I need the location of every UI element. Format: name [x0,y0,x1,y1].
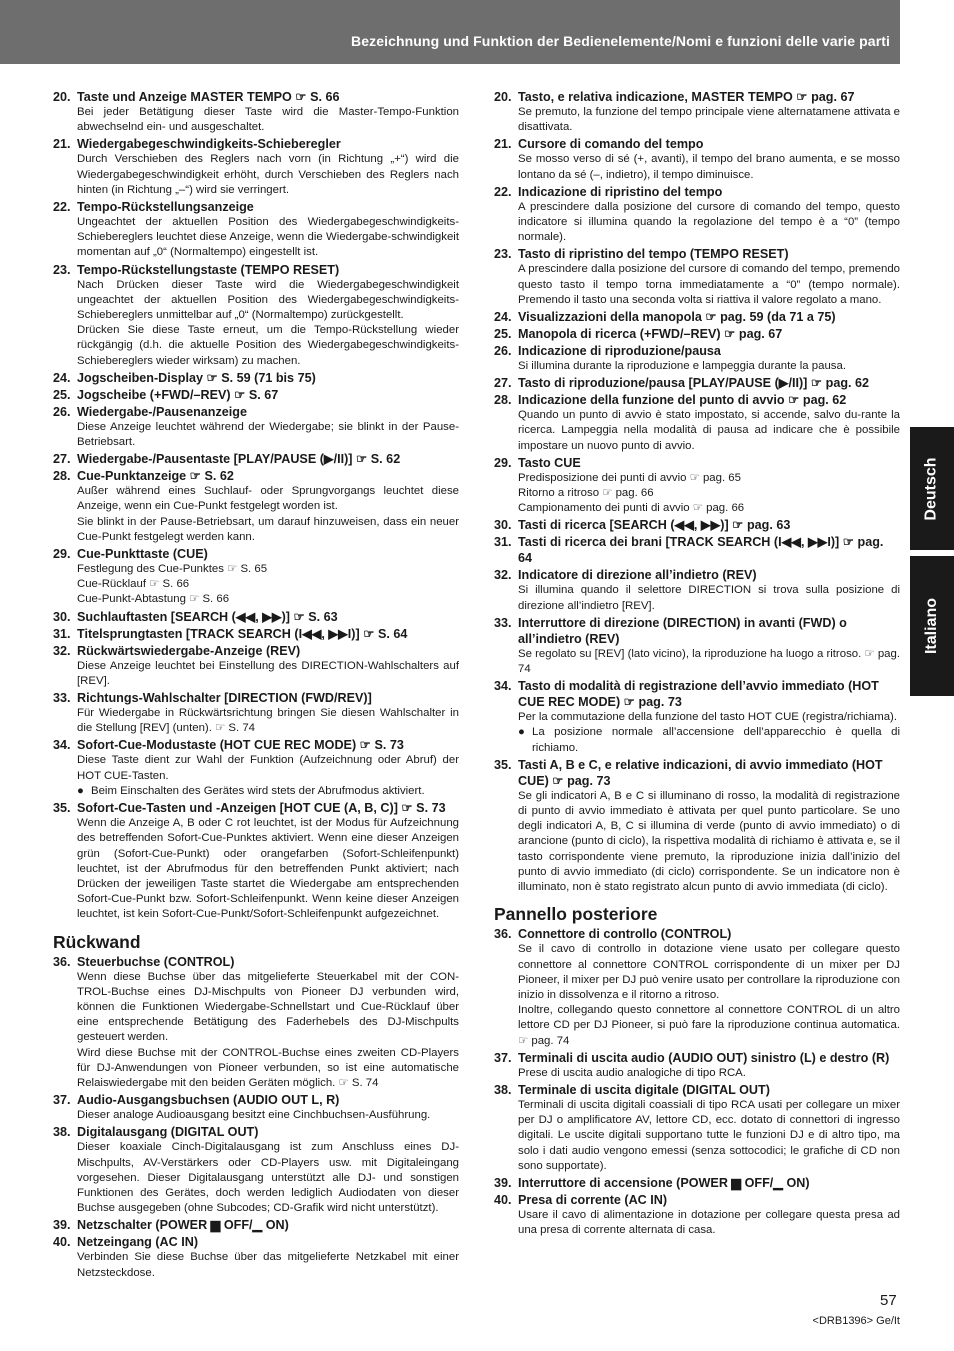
item-number: 39. [53,1218,71,1233]
list-item [53,89,459,135]
item-heading [53,690,459,706]
item-title: Jogscheibe (+FWD/–REV) ☞ S. 67 [77,387,279,402]
bullet-icon: ● [518,726,525,739]
item-paragraph: Diese Taste dient zur Wahl der Funktion (Aufzeichnung oder Abruf) der HOT CUE-Tasten. [77,754,459,782]
item-heading [53,1234,459,1250]
item-body [77,1250,459,1280]
item-body [518,1066,900,1081]
item-body [77,420,459,450]
item-heading [494,455,900,471]
item-heading [53,199,459,215]
item-body [77,278,459,369]
item-number: 27. [53,452,71,467]
section-heading-rueckwand: Rückwand [53,931,141,952]
list-item [53,1092,459,1123]
item-number: 37. [494,1050,512,1065]
list-item [53,609,459,625]
item-heading [53,451,459,467]
list-item [53,1234,459,1280]
item-title: Cue-Punkttaste (CUE) [77,547,208,562]
item-body [518,359,900,374]
item-paragraph: Se regolato su [REV] (lato vicino), la riproduzione ha luogo a ritroso. ☞ pag. 74 [518,647,900,676]
item-number: 29. [494,455,512,470]
item-title: Tasto CUE [518,455,581,470]
item-number: 33. [494,615,512,630]
item-body [518,262,900,308]
item-number: 35. [53,801,71,816]
list-item [494,1050,900,1081]
list-item [494,1082,900,1174]
item-title: Cue-Punktanzeige ☞ S. 62 [77,469,234,484]
item-title: Indicazione della funzione del punto di avvio ☞ pag. 62 [518,393,847,408]
item-heading [494,1082,900,1098]
header-bar [0,0,900,64]
item-title: Tasti di ricerca dei brani [TRACK SEARCH (I◀◀, ▶▶I)] ☞ pag. 64 [518,535,884,566]
item-number: 38. [53,1125,71,1140]
item-paragraph: Dieser analoge Audioausgang besitzt eine Cinchbuchsen-Ausführung. [77,1109,431,1122]
item-number: 28. [494,393,512,408]
item-heading [53,800,459,816]
item-title: Indicazione di riproduzione/pausa [518,344,721,359]
item-body [77,215,459,261]
item-body [77,484,459,545]
item-paragraph: Si illumina quando il selettore DIRECTION si trova sulla posizione di direzione all’indietro [REV]. [518,584,900,612]
item-number: 29. [53,547,71,562]
item-paragraph: A prescindere dalla posizione del cursore di comando del tempo, premendo questo tasto il tempo torna immediatamente a “0” (tempo normale). Premendo il tasto una seconda volta si riattiva il valore regolato a mano. [518,263,900,306]
item-number: 37. [53,1093,71,1108]
item-number: 25. [494,327,512,342]
item-paragraph: Se premuto, la funzione del tempo principale viene alternatamene attivata e disattivata. [518,106,900,134]
item-heading [494,136,900,152]
italian-items [494,89,900,895]
item-paragraph: Ritorno a ritroso ☞ pag. 66 [518,487,654,500]
item-body [77,753,459,799]
list-item [53,546,459,608]
item-body [518,789,900,895]
item-paragraph: Se mosso verso di sé (+, avanti), il tempo del brano aumenta, e se mosso lontano da sé (–, indietro), il tempo diminuisce. [518,153,900,181]
item-title: Wiedergabe-/Pausenanzeige [77,404,247,419]
item-title: Connettore di controllo (CONTROL) [518,927,732,942]
list-item [53,404,459,450]
item-title: Tasti di ricerca [SEARCH (◀◀, ▶▶)] ☞ pag. 63 [518,518,791,533]
bullet-note [518,725,900,755]
item-number: 30. [53,609,71,624]
item-title: Sofort-Cue-Modustaste (HOT CUE REC MODE) ☞ S. 73 [77,738,404,753]
item-title: Digitalausgang (DIGITAL OUT) [77,1125,259,1140]
item-body [518,471,900,517]
list-item [494,375,900,391]
item-heading [494,757,900,789]
item-number: 40. [53,1235,71,1250]
item-paragraph: Si illumina durante la riproduzione e lampeggia durante la pausa. [518,360,847,373]
item-number: 22. [53,200,71,215]
list-item [53,690,459,736]
item-title: Terminale di uscita digitale (DIGITAL OUT) [518,1082,770,1097]
item-number: 31. [494,535,512,550]
list-item [53,954,459,1092]
bullet-note [77,784,459,799]
item-heading [53,262,459,278]
list-item [494,534,900,566]
bullet-text: Beim Einschalten des Gerätes wird stets der Abrufmodus aktiviert. [91,784,425,797]
item-paragraph: Quando un punto di avvio è stato impostato, si accende, salvo du-rante la ricerca. Lampeggia nella modalità di pausa ad indicare che è possibile impostare un nuovo punto di avvio. [518,409,900,452]
list-item [494,1192,900,1238]
list-item [53,262,459,369]
item-title: Interruttore di direzione (DIRECTION) in avanti (FWD) o all’indietro (REV) [518,615,847,646]
item-paragraph: Prese di uscita audio analogiche di tipo RCA. [518,1066,746,1079]
item-paragraph: Cue-Punkt-Abtastung ☞ S. 66 [77,593,230,606]
item-title: Tasto di riproduzione/pausa [PLAY/PAUSE (▶/II)] ☞ pag. 62 [518,376,870,391]
item-paragraph: Sie blinkt in der Pause-Betriebsart, um darauf hinzuweisen, dass ein neuer Cue-Punkt festgelegt werden kann. [77,515,459,543]
item-heading [53,609,459,625]
item-title: Tempo-Rückstellungsanzeige [77,200,254,215]
item-paragraph: Festlegung des Cue-Punktes ☞ S. 65 [77,563,268,576]
item-heading [494,309,900,325]
item-heading [53,546,459,562]
item-heading [53,468,459,484]
item-title: Steuerbuchse (CONTROL) [77,954,235,969]
german-rear-items [53,954,459,1281]
item-number: 35. [494,757,512,772]
list-item [494,455,900,517]
item-body [518,583,900,613]
item-number: 24. [53,370,71,385]
list-item [494,926,900,1048]
item-title: Tasto di modalità di registrazione dell’avvio immediato (HOT CUE REC MODE) ☞ pag. 73 [518,679,879,710]
item-number: 21. [494,137,512,152]
item-heading [53,954,459,970]
list-item [53,626,459,642]
item-paragraph: Wenn die Anzeige A, B oder C rot leuchtet, ist der Modus für Aufzeichnung des betreffenden Sofort-Cue-Punktes aktiviert. Wenn eine dieser Anzeigen grün (Sofort-Cue-Punkt) oder orangefarben (Sofort-Schleifenpunkt) leuchtet, ist der Abrufmodus für den betreffenden Punkt aktiviert; nach Drücken der jeweiligen Taste startet die Wiedergabe am entsprechenden Sofort-Cue-Punkt bzw. Sofort-Schleifenpunkt. Wenn keine dieser Anzeigen leuchtet, ist kein Sofort-Cue-Punkt/Sofort-Schleifenpunkt aufgezeichnet. [77,817,459,921]
item-number: 23. [53,262,71,277]
item-title: Netzeingang (AC IN) [77,1235,199,1250]
item-number: 27. [494,376,512,391]
item-number: 26. [494,344,512,359]
item-heading [494,246,900,262]
item-paragraph: Wenn diese Buchse über das mitgelieferte Steuerkabel mit der CON-TROL-Buchse eines DJ-Mischpults von Pioneer DJ verbunden wird, können die Funktionen Wiedergabe-Schnellstart und Cue-Rücklauf über eine entsprechende Betätigung des Faderhebels des DJ-Mischpults gesteuert werden. [77,970,459,1044]
item-paragraph: Verbinden Sie diese Buchse über das mitgelieferte Netzkabel mit einer Netzsteckdose. [77,1251,459,1279]
item-body [77,1140,459,1216]
item-heading [53,387,459,403]
list-item [494,567,900,613]
item-heading [494,326,900,342]
tab-deutsch-label: Deutsch [923,456,940,521]
list-item [494,615,900,677]
german-column [53,89,459,1282]
list-item [53,1217,459,1233]
item-number: 34. [494,679,512,694]
item-number: 26. [53,404,71,419]
bullet-text: La posizione normale all’accensione dell’apparecchio è quella di richiamo. [532,726,900,754]
item-number: 36. [53,954,71,969]
item-body [518,1098,900,1174]
item-number: 24. [494,310,512,325]
item-number: 34. [53,738,71,753]
item-number: 20. [53,90,71,104]
item-heading [53,626,459,642]
item-paragraph: Für Wiedergabe in Rückwärtsrichtung bringen Sie diesen Wahlschalter in die Stellung [REV] (unten). ☞ S. 74 [77,707,459,735]
item-title: Presa di corrente (AC IN) [518,1192,668,1207]
item-paragraph: Se il cavo di controllo in dotazione viene usato per collegare questo connettore al connettore CONTROL corrispondente di un mixer per DJ Pioneer, il mixer per DJ può venire usato per controllare la riproduzione con inizio in dissolvenza e il ritorno a ritroso. [518,943,900,1001]
item-paragraph: Per la commutazione della funzione del tasto HOT CUE (registra/richiama). [518,711,897,724]
item-heading [494,534,900,566]
item-paragraph: Terminali di uscita digitali coassiali di tipo RCA usati per collegare un mixer per DJ o amplificatore AV, lettore CD, ecc. dotato di connettori di ingresso digitali. Le uscite digitali supportano tutte le funzioni DJ e di altro tipo, ma solo i dati audio vengono emessi (senza sottocodici; le grafiche di CD non sono supportate). [518,1098,900,1172]
list-item [494,1175,900,1191]
item-number: 33. [53,691,71,706]
item-title: Indicatore di direzione all’indietro (REV) [518,568,757,583]
item-heading [53,737,459,753]
item-body [518,942,900,1048]
item-title: Tempo-Rückstellungstaste (TEMPO RESET) [77,262,340,277]
list-item [494,678,900,756]
item-paragraph: Usare il cavo di alimentazione in dotazione per collegare questa presa ad una presa di corrente alternata di casa. [518,1208,900,1237]
item-heading [53,136,459,152]
item-number: 28. [53,469,71,484]
item-paragraph: Dieser koaxiale Cinch-Digitalausgang ist zum Anschluss eines DJ-Mischpults, AV-Verstärkers oder CD-Players usw. mit Digitaleingang vorgesehen. Dieser Digitalausgang unterstützt alle DJ- und sonstigen Funktionen des Gerätes, doch werden lediglich Audiodaten von dieser Buchse ausgegeben (ohne Subcodes; CD-Grafik wird nicht unterstützt). [77,1141,459,1215]
list-item [53,643,459,689]
item-title: Wiedergabegeschwindigkeits-Schieberegler [77,137,341,152]
item-number: 40. [494,1192,512,1207]
item-number: 36. [494,927,512,942]
tab-italiano-label: Italiano [923,597,941,655]
tab-deutsch[interactable] [910,427,954,550]
item-title: Indicazione di ripristino del tempo [518,184,723,199]
list-item [53,387,459,403]
item-paragraph: Nach Drücken dieser Taste wird die Wiedergabegeschwindigkeit ungeachtet der aktuellen Position des Wiedergabegeschwindigkeits-Schiebereglers unmittelbar auf „0“ (Normaltempo) zurückgestellt. [77,278,459,322]
item-body [518,200,900,246]
page-number: 57 [880,1292,897,1309]
item-number: 21. [53,137,71,152]
list-item [494,757,900,895]
german-items [53,89,459,923]
item-title: Wiedergabe-/Pausentaste [PLAY/PAUSE (▶/II)] ☞ S. 62 [77,452,401,467]
item-title: Terminali di uscita audio (AUDIO OUT) sinistro (L) e destro (R) [518,1050,890,1065]
item-heading [494,89,900,105]
item-heading [53,643,459,659]
item-body [77,816,459,922]
list-item [494,89,900,135]
item-paragraph: Campionamento dei punti di avvio ☞ pag. 66 [518,502,745,515]
item-title: Richtungs-Wahlschalter [DIRECTION (FWD/REV)] [77,691,372,706]
item-title: Jogscheiben-Display ☞ S. 59 (71 bis 75) [77,370,316,385]
list-item [53,136,459,198]
item-body [77,1108,459,1123]
item-number: 30. [494,518,512,533]
item-paragraph: Inoltre, collegando questo connettore al connettore CONTROL di un altro lettore CD per DJ Pioneer, si può fare la riproduzione continua automatica. ☞ pag. 74 [518,1004,900,1047]
item-paragraph: Ungeachtet der aktuellen Position des Wiedergabegeschwindigkeits-Schiebereglers leuchtet diese Anzeige, wenn die Wiedergabe-schwindigkeit momentan auf „0“ (Normaltempo) eingestellt ist. [77,216,459,259]
item-title: Suchlauftasten [SEARCH (◀◀, ▶▶)] ☞ S. 63 [77,609,338,624]
item-body [518,105,900,135]
item-number: 20. [494,90,512,104]
item-body [518,408,900,454]
item-heading [53,1217,459,1233]
item-body [518,647,900,677]
item-body [77,105,459,135]
item-number: 31. [53,626,71,641]
item-number: 39. [494,1175,512,1190]
item-paragraph: Diese Anzeige leuchtet während der Wiedergabe; sie blinkt in der Pause-Betriebsart. [77,420,459,449]
item-heading [494,567,900,583]
item-heading [494,392,900,408]
section-heading-pannello: Pannello posteriore [494,904,658,925]
item-heading [53,89,459,105]
item-heading [494,375,900,391]
list-item [53,370,459,386]
list-item [53,737,459,799]
item-title: Tasto, e relativa indicazione, MASTER TEMPO ☞ pag. 67 [518,90,855,104]
item-paragraph: Bei jeder Betätigung dieser Taste wird die Master-Tempo-Funktion abwechselnd ein- und ausgeschaltet. [77,106,459,134]
list-item [53,1124,459,1216]
list-item [494,517,900,533]
item-heading [494,184,900,200]
bullet-icon: ● [77,784,84,797]
item-body [77,970,459,1092]
item-heading [494,1050,900,1066]
document-code: <DRB1396> Ge/It [812,1315,900,1327]
item-paragraph: Se gli indicatori A, B e C si illuminano di rosso, la modalità di registrazione di punto di avvio immediato è attivata per quel punto particolare. Se uno degli indicatori A, B, C si illumina di verde (punto di avvio immediato) o di arancione (punto di ciclo), la rispettiva modalità di richiamo è attivata e, se il tasto corrispondente viene premuto, la riproduzione inizia dall’inizio del punto di avvio immediato (di ciclo) corrispondente. Se un indicatore non è illuminato, non è stato registrato alcun punto di avvio immediata (di ciclo). [518,789,900,894]
item-heading [494,1192,900,1208]
item-body [77,659,459,689]
item-heading [494,615,900,647]
item-body [518,1208,900,1238]
item-heading [494,343,900,359]
item-heading [494,678,900,710]
list-item [494,184,900,246]
item-number: 32. [53,643,71,658]
item-heading [53,404,459,420]
item-title: Interruttore di accensione (POWER ▆ OFF/▁ ON) [518,1175,810,1190]
item-paragraph: Drücken Sie diese Taste erneut, um die Tempo-Rückstellung wieder rückgängig (d.h. die aktuelle Position des Wiedergabegeschwindigkeits-Schiebereglers wieder wirksam) zu machen. [77,324,459,367]
item-body [518,710,900,756]
list-item [494,309,900,325]
item-heading [53,1124,459,1140]
item-title: Cursore di comando del tempo [518,137,704,152]
item-number: 25. [53,387,71,402]
item-paragraph: Außer während eines Suchlauf- oder Sprungvorgangs leuchtet diese Anzeige, wenn ein Cue-Punkt festgelegt worden ist. [77,485,459,513]
item-number: 22. [494,184,512,199]
list-item [494,343,900,374]
item-heading [53,370,459,386]
list-item [53,800,459,922]
italian-column [494,89,900,1239]
tab-italiano[interactable] [910,556,954,696]
item-title: Rückwärtswiedergabe-Anzeige (REV) [77,643,301,658]
item-paragraph: Predisposizione dei punti di avvio ☞ pag. 65 [518,471,741,484]
item-paragraph: Diese Anzeige leuchtet bei Einstellung des DIRECTION-Wahlschalters auf [REV]. [77,659,459,687]
list-item [53,451,459,467]
item-paragraph: Cue-Rücklauf ☞ S. 66 [77,578,190,591]
item-number: 38. [494,1082,512,1097]
list-item [494,326,900,342]
item-heading [53,1092,459,1108]
item-paragraph: Durch Verschieben des Reglers nach vorn (in Richtung „+“) wird die Wiedergabegeschwindigkeit erhöht, durch Verschieben des Reglers nach hinten (in Richtung „–“) wird sie verringert. [77,153,459,196]
item-title: Tasti A, B e C, e relative indicazioni, di avvio immediato (HOT CUE) ☞ pag. 73 [518,757,883,788]
item-title: Titelsprungtasten [TRACK SEARCH (I◀◀, ▶▶I)] ☞ S. 64 [77,626,408,641]
item-body [77,562,459,608]
list-item [494,392,900,454]
item-body [77,706,459,736]
item-heading [494,1175,900,1191]
italian-rear-items [494,926,900,1238]
item-heading [494,926,900,942]
item-number: 32. [494,568,512,583]
item-paragraph: A prescindere dalla posizione del cursore di comando del tempo, questo indicatore si illumina quando la regolazione del tempo è a “0” (tempo normale). [518,200,900,244]
item-body [518,152,900,182]
item-title: Visualizzazioni della manopola ☞ pag. 59 (da 71 a 75) [518,310,836,325]
item-title: Audio-Ausgangsbuchsen (AUDIO OUT L, R) [77,1093,340,1108]
list-item [53,468,459,545]
item-body [77,152,459,198]
list-item [53,199,459,261]
list-item [494,136,900,182]
item-title: Taste und Anzeige MASTER TEMPO ☞ S. 66 [77,90,340,104]
item-title: Tasto di ripristino del tempo (TEMPO RESET) [518,247,789,262]
header-title: Bezeichnung und Funktion der Bedienelemente/Nomi e funzioni delle varie parti [351,33,890,49]
item-heading [494,517,900,533]
item-paragraph: Wird diese Buchse mit der CONTROL-Buchse eines zweiten CD-Players für DJ-Anwendungen von Pioneer verbunden, so ist eine automatische Relaiswiedergabe mit den beiden Geräten möglich. ☞ S. 74 [77,1046,459,1089]
list-item [494,246,900,308]
item-title: Manopola di ricerca (+FWD/–REV) ☞ pag. 67 [518,327,783,342]
item-title: Sofort-Cue-Tasten und -Anzeigen [HOT CUE (A, B, C)] ☞ S. 73 [77,801,446,816]
item-title: Netzschalter (POWER ▆ OFF/▁ ON) [77,1218,289,1233]
item-number: 23. [494,247,512,262]
